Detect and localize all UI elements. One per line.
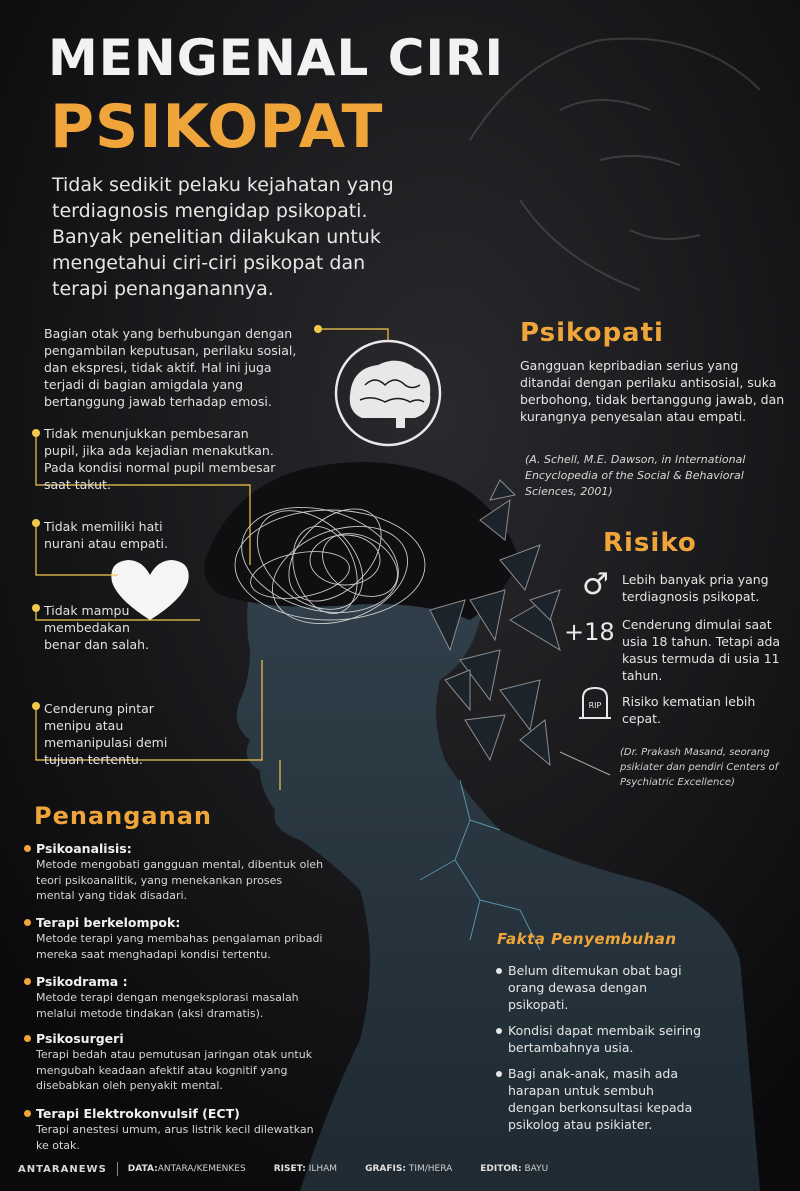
footer-divider [117, 1162, 118, 1176]
risiko-heading: Risiko [603, 528, 697, 558]
callout-brain: Bagian otak yang berhubungan dengan pengambilan keputusan, perilaku sosial, dan ekspresi, tidak aktif. Hal ini juga terjadi di bagian amigdala yang bertanggung jawab terhadap emosi. [44, 326, 297, 409]
fakta-item: Bagi anak-anak, masih ada harapan untuk sembuh dengan berkonsultasi kepada psikolog atau psikiater. [494, 1065, 704, 1133]
callout-dot-5 [32, 702, 40, 710]
title-line-1: MENGENAL CIRI [48, 29, 505, 87]
penanganan-label: Terapi Elektrokonvulsif (ECT) [24, 1105, 324, 1122]
penanganan-desc: Terapi bedah atau pemutusan jaringan otak untuk mengubah keadaan afektif atau kognitif yang disebabkan oleh penyakit mental. [36, 1048, 313, 1092]
footer-data: DATA:ANTARA/KEMENKES [127, 1164, 246, 1174]
penanganan-item [24, 1105, 324, 1153]
callout-manipulate: Cenderung pintar menipu atau memanipulasi demi tujuan tertentu. [44, 701, 168, 767]
age-18-icon: +18 [564, 618, 615, 646]
footer-editor: EDITOR: BAYU [480, 1164, 549, 1174]
penanganan-desc: Metode terapi yang membahas pengalaman pribadi mereka saat menghadapi kondisi tertentu. [36, 932, 323, 961]
callout-dot-3 [32, 519, 40, 527]
penanganan-desc: Metode mengobati gangguan mental, dibentuk oleh teori psikoanalitik, yang menekankan proses mental yang tidak disadari. [36, 858, 324, 902]
fakta-list [494, 962, 704, 1142]
penanganan-desc: Metode terapi dengan mengeksplorasi masalah melalui metode tindakan (aksi dramatis). [36, 991, 299, 1020]
penanganan-heading: Penanganan [34, 802, 212, 830]
footer-credits [18, 1160, 778, 1178]
callout-empathy: Tidak memiliki hati nurani atau empati. [44, 519, 168, 551]
psikopati-citation: (A. Schell, M.E. Dawson, in International Encyclopedia of the Social & Behavioral Sciences, 2001) [525, 453, 746, 498]
penanganan-item [24, 840, 324, 904]
risiko-item-death: Risiko kematian lebih cepat. [622, 694, 756, 726]
penanganan-label: Psikodrama : [24, 973, 324, 990]
fakta-item: Kondisi dapat membaik seiring bertambahnya usia. [494, 1022, 704, 1056]
intro-paragraph: Tidak sedikit pelaku kejahatan yang terdiagnosis mengidap psikopati. Banyak penelitian dilakukan untuk mengetahui ciri-ciri psikopat dan terapi penanganannya. [52, 174, 394, 300]
risiko-item-male: Lebih banyak pria yang terdiagnosis psikopat. [622, 572, 769, 604]
risiko-item-age: Cenderung dimulai saat usia 18 tahun. Tetapi ada kasus termuda di usia 11 tahun. [622, 617, 781, 683]
callout-dot-4 [32, 604, 40, 612]
penanganan-label: Terapi berkelompok: [24, 914, 324, 931]
fakta-heading: Fakta Penyembuhan [497, 930, 677, 948]
tombstone-icon [578, 686, 612, 720]
tombstone-label: RIP [588, 701, 602, 710]
psikopati-heading: Psikopati [520, 318, 664, 348]
penanganan-label: Psikosurgeri [24, 1030, 324, 1047]
footer-riset: RISET: ILHAM [273, 1164, 338, 1174]
penanganan-item [24, 1030, 324, 1094]
callout-right-wrong: Tidak mampu membedakan benar dan salah. [44, 603, 150, 652]
fakta-item: Belum ditemukan obat bagi orang dewasa dengan psikopati. [494, 962, 704, 1013]
psikopati-definition: Gangguan kepribadian serius yang ditandai dengan perilaku antisosial, suka berbohong, tidak bertanggung jawab, dan kurangnya penyesalan atau empati. [520, 358, 785, 424]
penanganan-item [24, 914, 324, 962]
male-symbol-icon: ♂ [582, 567, 609, 602]
callout-dot-2 [32, 429, 40, 437]
antaranews-logo: ANTARANEWS [18, 1163, 107, 1175]
title-line-2: PSIKOPAT [50, 92, 384, 162]
callout-pupil: Tidak menunjukkan pembesaran pupil, jika ada kejadian menakutkan. Pada kondisi normal pupil membesar saat takut. [44, 426, 276, 492]
footer-grafis: GRAFIS: TIM/HERA [365, 1164, 453, 1174]
penanganan-label: Psikoanalisis: [24, 840, 324, 857]
penanganan-desc: Terapi anestesi umum, arus listrik kecil dilewatkan ke otak. [36, 1123, 314, 1152]
risiko-citation: (Dr. Prakash Masand, seorang psikiater dan pendiri Centers of Psychiatric Excellence) [620, 747, 779, 788]
callout-dot-1 [314, 325, 322, 333]
penanganan-item [24, 973, 324, 1021]
